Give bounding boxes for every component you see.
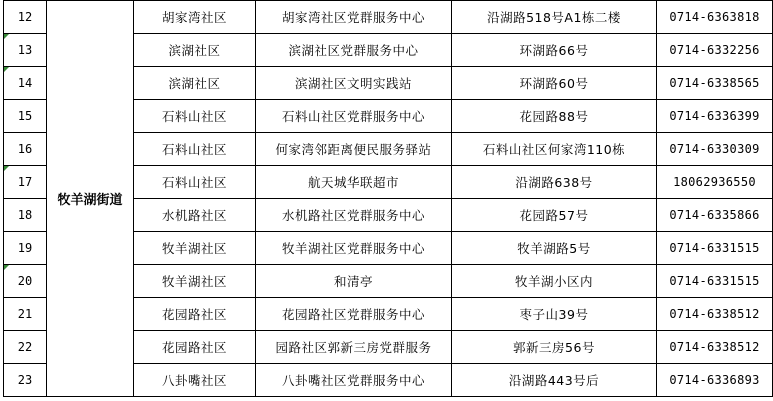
- community-cell: 石料山社区: [134, 166, 256, 199]
- community-cell: 花园路社区: [134, 298, 256, 331]
- phone-cell: 0714-6331515: [657, 232, 773, 265]
- phone-cell: 0714-6332256: [657, 34, 773, 67]
- row-number-cell: 22: [4, 331, 47, 364]
- row-number-cell: 21: [4, 298, 47, 331]
- phone-cell: 0714-6335866: [657, 199, 773, 232]
- address-cell: 环湖路66号: [452, 34, 657, 67]
- address-cell: 石料山社区何家湾110栋: [452, 133, 657, 166]
- phone-cell: 0714-6338512: [657, 331, 773, 364]
- row-number-cell: 13: [4, 34, 47, 67]
- table-row: [4, 1, 773, 34]
- phone-cell: 0714-6336893: [657, 364, 773, 397]
- phone-cell: 0714-6338512: [657, 298, 773, 331]
- phone-cell: 18062936550: [657, 166, 773, 199]
- cell-error-marker: [4, 34, 9, 39]
- address-cell: 花园路57号: [452, 199, 657, 232]
- row-number-cell: 18: [4, 199, 47, 232]
- site-name-cell: 水机路社区党群服务中心: [256, 199, 452, 232]
- community-cell: 牧羊湖社区: [134, 232, 256, 265]
- address-cell: 牧羊湖路5号: [452, 232, 657, 265]
- address-cell: 花园路88号: [452, 100, 657, 133]
- community-cell: 牧羊湖社区: [134, 265, 256, 298]
- community-cell: 石料山社区: [134, 100, 256, 133]
- row-number-cell: 14: [4, 67, 47, 100]
- site-name-cell: 八卦嘴社区党群服务中心: [256, 364, 452, 397]
- site-name-cell: 石料山社区党群服务中心: [256, 100, 452, 133]
- community-cell: 石料山社区: [134, 133, 256, 166]
- row-number-cell: 12: [4, 1, 47, 34]
- site-name-cell: 滨湖社区党群服务中心: [256, 34, 452, 67]
- address-cell: 牧羊湖小区内: [452, 265, 657, 298]
- row-number-cell: 20: [4, 265, 47, 298]
- community-cell: 胡家湾社区: [134, 1, 256, 34]
- phone-cell: 0714-6331515: [657, 265, 773, 298]
- site-name-cell: 花园路社区党群服务中心: [256, 298, 452, 331]
- community-cell: 滨湖社区: [134, 67, 256, 100]
- site-name-cell: 胡家湾社区党群服务中心: [256, 1, 452, 34]
- row-number-cell: 15: [4, 100, 47, 133]
- community-cell: 八卦嘴社区: [134, 364, 256, 397]
- site-name-cell: 何家湾邻距离便民服务驿站: [256, 133, 452, 166]
- phone-cell: 0714-6330309: [657, 133, 773, 166]
- community-cell: 滨湖社区: [134, 34, 256, 67]
- phone-cell: 0714-6338565: [657, 67, 773, 100]
- address-cell: 枣子山39号: [452, 298, 657, 331]
- address-cell: 沿湖路518号A1栋二楼: [452, 1, 657, 34]
- community-cell: 花园路社区: [134, 331, 256, 364]
- address-cell: 环湖路60号: [452, 67, 657, 100]
- street-name-cell: 牧羊湖街道: [47, 1, 134, 397]
- address-cell: 沿湖路638号: [452, 166, 657, 199]
- service-locations-table: [3, 0, 773, 397]
- address-cell: 沿湖路443号后: [452, 364, 657, 397]
- row-number-cell: 19: [4, 232, 47, 265]
- site-name-cell: 牧羊湖社区党群服务中心: [256, 232, 452, 265]
- phone-cell: 0714-6363818: [657, 1, 773, 34]
- cell-error-marker: [4, 67, 9, 72]
- cell-error-marker: [4, 166, 9, 171]
- site-name-cell: 园路社区郭新三房党群服务: [256, 331, 452, 364]
- row-number-cell: 16: [4, 133, 47, 166]
- address-cell: 郭新三房56号: [452, 331, 657, 364]
- cell-error-marker: [4, 265, 9, 270]
- site-name-cell: 滨湖社区文明实践站: [256, 67, 452, 100]
- row-number-cell: 23: [4, 364, 47, 397]
- phone-cell: 0714-6336399: [657, 100, 773, 133]
- community-cell: 水机路社区: [134, 199, 256, 232]
- site-name-cell: 航天城华联超市: [256, 166, 452, 199]
- site-name-cell: 和清亭: [256, 265, 452, 298]
- row-number-cell: 17: [4, 166, 47, 199]
